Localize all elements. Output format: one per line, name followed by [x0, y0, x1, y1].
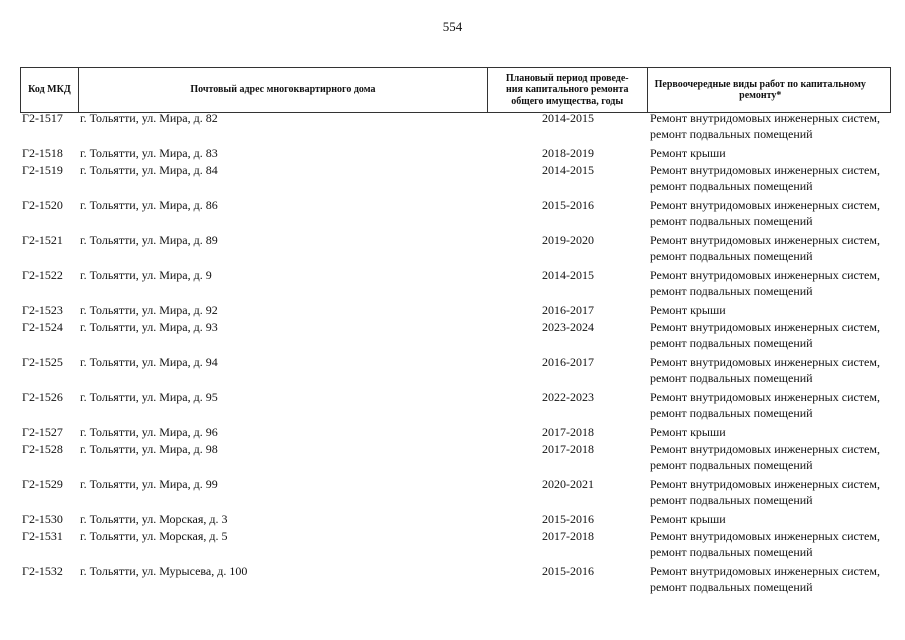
cell-address: г. Тольятти, ул. Мира, д. 93 [80, 320, 218, 334]
cell-address: г. Тольятти, ул. Мира, д. 83 [80, 146, 218, 160]
table-row [20, 268, 891, 303]
cell-code: Г2-1522 [22, 268, 63, 282]
table-row [20, 320, 891, 355]
cell-code: Г2-1524 [22, 320, 63, 334]
cell-code: Г2-1519 [22, 163, 63, 177]
cell-code: Г2-1528 [22, 442, 63, 456]
header-period-line: Плановый период проведе- [505, 72, 629, 84]
table-row [20, 477, 891, 512]
cell-code: Г2-1529 [22, 477, 63, 491]
cell-work [648, 111, 891, 146]
cell-work-line: ремонт подвальных помещений [650, 405, 813, 420]
cell-work-line: Ремонт внутридомовых инженерных систем, [650, 529, 880, 543]
cell-work [648, 477, 891, 512]
table-row [20, 529, 891, 564]
cell-period: 2017-2018 [542, 529, 594, 543]
table-row [20, 442, 891, 477]
cell-code: Г2-1523 [22, 303, 63, 317]
cell-work-line: ремонт подвальных помещений [650, 457, 813, 472]
cell-work [648, 390, 891, 425]
cell-period: 2015-2016 [542, 564, 594, 578]
page-number: 554 [442, 19, 463, 34]
cell-work-line: Ремонт внутридомовых инженерных систем, [650, 390, 880, 404]
cell-address: г. Тольятти, ул. Мира, д. 98 [80, 442, 218, 456]
cell-work [648, 355, 891, 390]
cell-work-line: Ремонт внутридомовых инженерных систем, [650, 198, 880, 212]
cell-work [648, 198, 891, 233]
cell-work-line: ремонт подвальных помещений [650, 492, 813, 507]
cell-period: 2017-2018 [542, 442, 594, 456]
cell-work [648, 163, 891, 198]
table-row [20, 198, 891, 233]
cell-work-line: ремонт подвальных помещений [650, 579, 813, 594]
header-work-line: ремонту* [739, 90, 782, 101]
cell-period: 2017-2018 [542, 425, 594, 439]
cell-code: Г2-1518 [22, 146, 63, 160]
table-row [20, 111, 891, 146]
cell-work [648, 233, 891, 268]
cell-work-line: Ремонт внутридомовых инженерных систем, [650, 163, 880, 177]
cell-work-line: ремонт подвальных помещений [650, 283, 813, 298]
cell-period: 2019-2020 [542, 233, 594, 247]
cell-address: г. Тольятти, ул. Мира, д. 84 [80, 163, 218, 177]
cell-period: 2015-2016 [542, 512, 594, 526]
cell-work-line: ремонт подвальных помещений [650, 335, 813, 350]
cell-period: 2016-2017 [542, 303, 594, 317]
header-code: Код МКД [21, 68, 79, 112]
cell-work-line: Ремонт внутридомовых инженерных систем, [650, 320, 880, 334]
cell-work [648, 529, 891, 564]
cell-period: 2014-2015 [542, 163, 594, 177]
cell-work-line: ремонт подвальных помещений [650, 213, 813, 228]
cell-period: 2014-2015 [542, 111, 594, 125]
cell-period: 2016-2017 [542, 355, 594, 369]
cell-code: Г2-1530 [22, 512, 63, 526]
table-row [20, 425, 891, 442]
cell-period: 2018-2019 [542, 146, 594, 160]
table-header [20, 67, 891, 113]
header-period-line: общего имущества, годы [511, 95, 624, 107]
cell-work-line: Ремонт внутридомовых инженерных систем, [650, 564, 880, 578]
cell-work-line: ремонт подвальных помещений [650, 178, 813, 193]
cell-address: г. Тольятти, ул. Мира, д. 9 [80, 268, 212, 282]
header-work-line: Первоочередные виды работ по капитальному [654, 78, 866, 90]
cell-code: Г2-1517 [22, 111, 63, 125]
cell-address: г. Тольятти, ул. Морская, д. 3 [80, 512, 228, 526]
table-row [20, 355, 891, 390]
cell-code: Г2-1531 [22, 529, 63, 543]
table-row [20, 512, 891, 529]
cell-work [648, 268, 891, 303]
cell-work-line: Ремонт внутридомовых инженерных систем, [650, 268, 880, 282]
cell-work-line: Ремонт внутридомовых инженерных систем, [650, 477, 880, 491]
cell-work-line: ремонт подвальных помещений [650, 126, 813, 141]
header-period [488, 68, 648, 112]
cell-work-line: Ремонт внутридомовых инженерных систем, [650, 442, 880, 456]
cell-work-line: ремонт подвальных помещений [650, 544, 813, 559]
header-period-line: ния капитального ремонта [505, 84, 629, 96]
cell-address: г. Тольятти, ул. Мира, д. 82 [80, 111, 218, 125]
table-row [20, 146, 891, 163]
cell-period: 2020-2021 [542, 477, 594, 491]
cell-address: г. Тольятти, ул. Мира, д. 95 [80, 390, 218, 404]
cell-work-line: Ремонт крыши [650, 146, 726, 160]
header-work [648, 68, 890, 112]
cell-period: 2015-2016 [542, 198, 594, 212]
cell-address: г. Тольятти, ул. Мира, д. 92 [80, 303, 218, 317]
cell-address: г. Тольятти, ул. Мира, д. 89 [80, 233, 218, 247]
cell-code: Г2-1532 [22, 564, 63, 578]
cell-work [648, 564, 891, 599]
cell-address: г. Тольятти, ул. Мира, д. 86 [80, 198, 218, 212]
cell-address: г. Тольятти, ул. Морская, д. 5 [80, 529, 228, 543]
cell-work [648, 320, 891, 355]
cell-work-line: Ремонт внутридомовых инженерных систем, [650, 111, 880, 125]
cell-code: Г2-1520 [22, 198, 63, 212]
cell-address: г. Тольятти, ул. Мира, д. 94 [80, 355, 218, 369]
table-row [20, 163, 891, 198]
cell-work-line: ремонт подвальных помещений [650, 370, 813, 385]
cell-code: Г2-1525 [22, 355, 63, 369]
cell-work-line: ремонт подвальных помещений [650, 248, 813, 263]
cell-period: 2023-2024 [542, 320, 594, 334]
cell-address: г. Тольятти, ул. Мурысева, д. 100 [80, 564, 248, 578]
cell-work-line: Ремонт крыши [650, 425, 726, 439]
cell-work-line: Ремонт внутридомовых инженерных систем, [650, 233, 880, 247]
cell-work-line: Ремонт внутридомовых инженерных систем, [650, 355, 880, 369]
cell-code: Г2-1521 [22, 233, 63, 247]
cell-code: Г2-1526 [22, 390, 63, 404]
cell-work [648, 425, 891, 442]
cell-period: 2022-2023 [542, 390, 594, 404]
cell-period: 2014-2015 [542, 268, 594, 282]
cell-work [648, 146, 891, 163]
cell-work-line: Ремонт крыши [650, 303, 726, 317]
table-row [20, 390, 891, 425]
cell-work-line: Ремонт крыши [650, 512, 726, 526]
cell-work [648, 442, 891, 477]
table-row [20, 233, 891, 268]
table-body [20, 111, 891, 599]
cell-address: г. Тольятти, ул. Мира, д. 96 [80, 425, 218, 439]
cell-work [648, 512, 891, 529]
header-address: Почтовый адрес многоквартирного дома [79, 68, 488, 112]
table-row [20, 303, 891, 320]
cell-work [648, 303, 891, 320]
cell-address: г. Тольятти, ул. Мира, д. 99 [80, 477, 218, 491]
table-row [20, 564, 891, 599]
cell-code: Г2-1527 [22, 425, 63, 439]
